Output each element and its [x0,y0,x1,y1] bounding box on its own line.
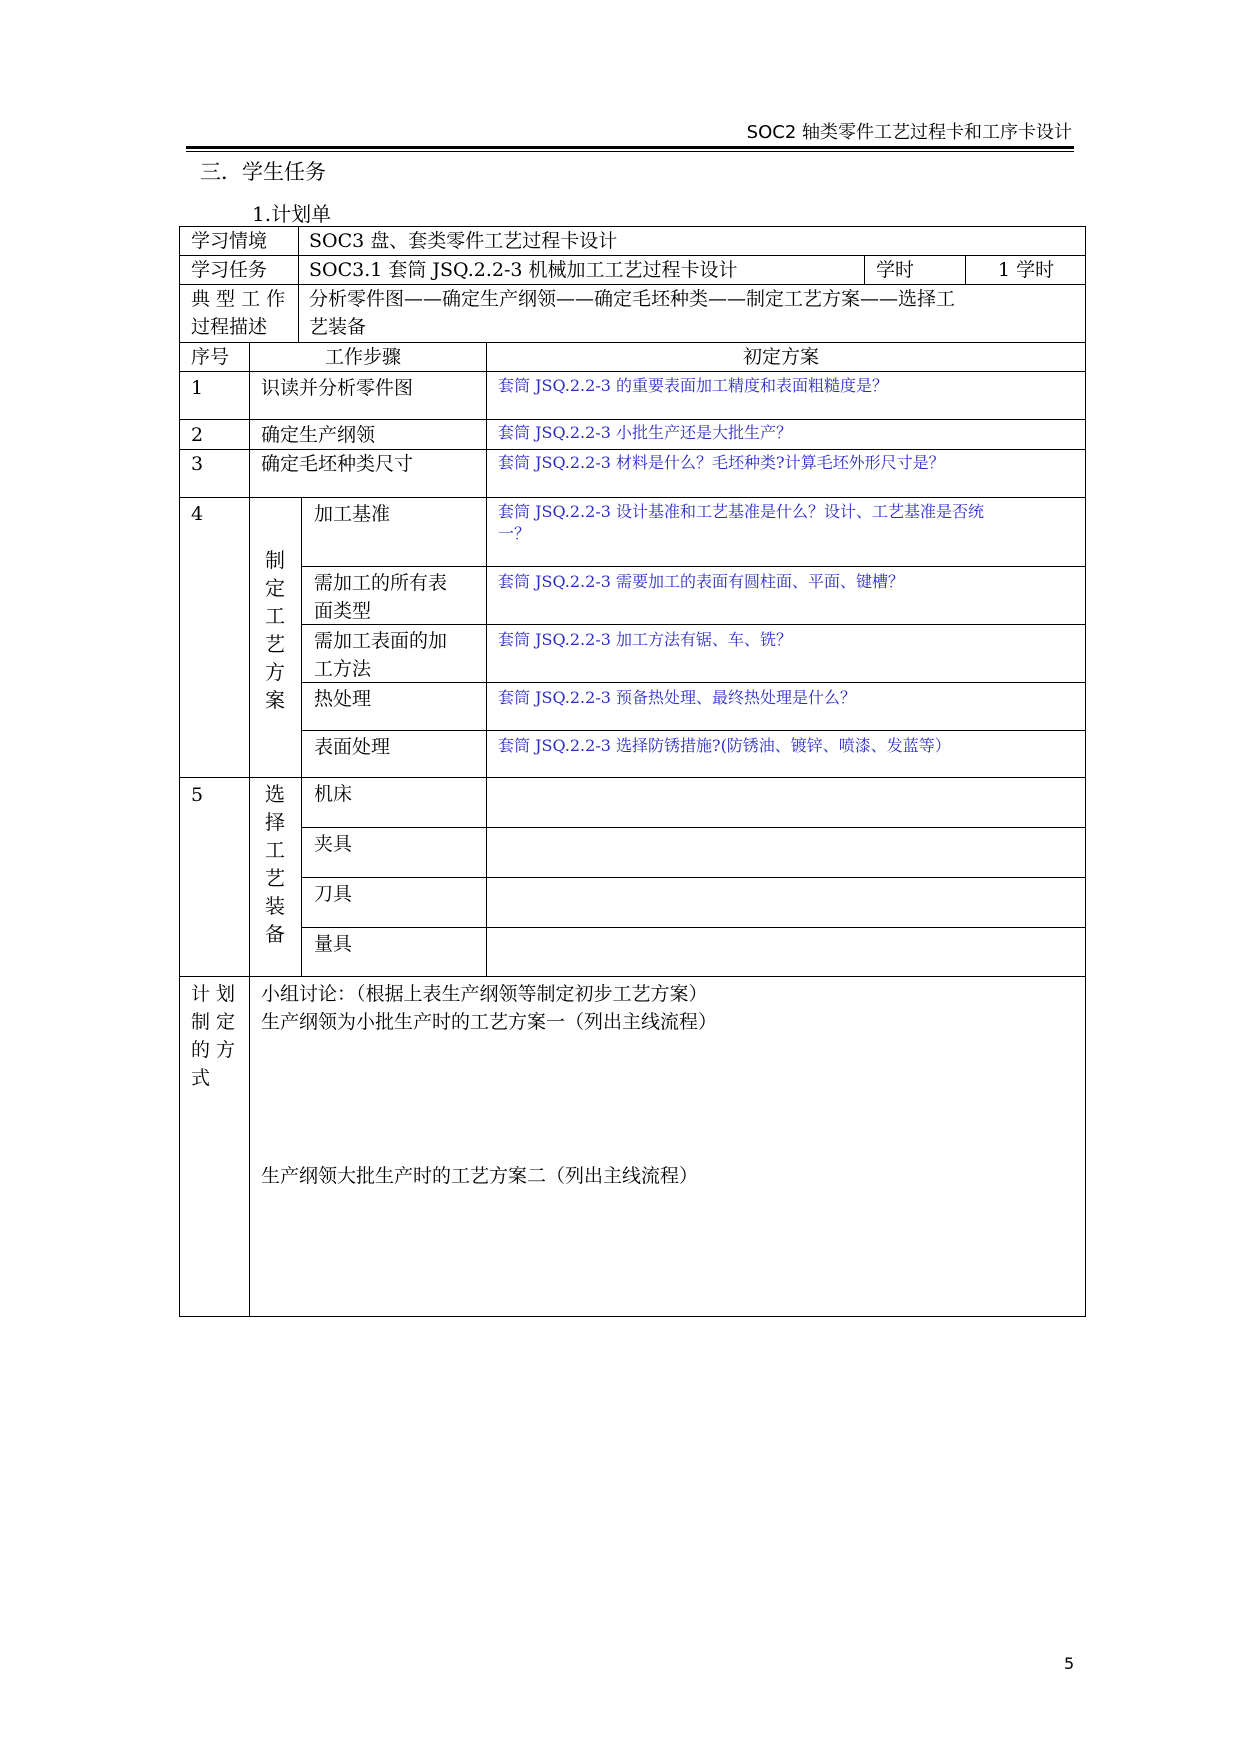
label-work-process-line1: 典 型 工 作 [191,288,286,310]
row-step: 确定生产纲领 [261,424,376,446]
group-discussion-note: 小组讨论：（根据上表生产纲领等制定初步工艺方案） [261,983,708,1005]
row-plan: 套筒 JSQ.2.2-3 选择防锈措施?(防锈油、镀锌、喷漆、发蓝等） [498,736,951,755]
row-step: 需加工的所有表 [314,572,448,594]
row-step: 刀具 [314,883,353,905]
page-number: 5 [1064,1654,1075,1673]
value-learning-context: SOC3 盘、套类零件工艺过程卡设计 [309,230,618,252]
row-plan: 套筒 JSQ.2.2-3 小批生产还是大批生产？ [498,423,792,442]
row-step: 加工基准 [314,503,391,525]
col-header-no: 序号 [191,346,230,368]
table-line [301,927,1086,928]
group-label-process-plan: 制 定 工 艺 方 案 [265,548,285,712]
row-plan: 套筒 JSQ.2.2-3 材料是什么？毛坯种类?计算毛坯外形尺寸是？ [498,453,945,472]
plan-method-label: 计 划 制 定 的 方 式 [191,983,236,1089]
table-border [179,226,180,1317]
row-plan: 套筒 JSQ.2.2-3 的重要表面加工精度和表面粗糙度是？ [498,376,888,395]
table-line [301,624,1086,625]
label-learning-task: 学习任务 [191,259,268,281]
table-line [301,497,302,977]
table-line [301,827,1086,828]
label-learning-context: 学习情境 [191,230,268,252]
header-rule-thin [186,151,1074,152]
row-step: 需加工表面的加 [314,630,448,652]
row-no: 3 [191,453,204,475]
table-line [301,566,1086,567]
value-learning-task: SOC3.1 套筒 JSQ.2.2-3 机械加工工艺过程卡设计 [309,259,738,281]
group-label-equipment: 选 择 工 艺 装 备 [265,782,285,946]
row-plan: 套筒 JSQ.2.2-3 需要加工的表面有圆柱面、平面、键槽？ [498,572,904,591]
col-header-step: 工作步骤 [325,346,402,368]
row-no: 2 [191,424,204,446]
row-plan: 套筒 JSQ.2.2-3 设计基准和工艺基准是什么？设计、工艺基准是否统 [498,502,984,521]
col-header-plan: 初定方案 [743,346,820,368]
row-plan: 套筒 JSQ.2.2-3 预备热处理、最终热处理是什么？ [498,688,856,707]
table-line [864,255,865,285]
value-work-process-line1: 分析零件图——确定生产纲领——确定毛坯种类——制定工艺方案——选择工 [309,288,956,310]
table-line [179,371,1086,372]
row-step: 夹具 [314,833,353,855]
row-step: 面类型 [314,600,372,622]
row-step: 工方法 [314,658,372,680]
row-no: 5 [191,784,204,806]
table-line [179,777,1086,778]
table-line [179,342,1086,343]
table-border [1085,226,1086,1317]
row-no: 1 [191,377,204,399]
table-line [301,682,1086,683]
row-step: 表面处理 [314,736,391,758]
table-line [301,877,1086,878]
table-line [298,226,299,343]
table-line [179,976,1086,977]
row-step: 识读并分析零件图 [261,377,414,399]
row-plan: 一？ [498,524,531,543]
value-work-process-line2: 艺装备 [309,316,367,338]
running-header: SOC2 轴类零件工艺过程卡和工序卡设计 [746,122,1072,143]
row-step: 机床 [314,783,353,805]
table-line [965,255,966,285]
table-line [249,342,250,1317]
header-rule [186,146,1074,149]
row-step: 确定毛坯种类尺寸 [261,453,414,475]
plan-option-large-batch: 生产纲领大批生产时的工艺方案二（列出主线流程） [261,1165,699,1187]
label-work-process-line2: 过程描述 [191,316,268,338]
section-title: 三．学生任务 [200,160,326,184]
subsection-title: 1.计划单 [252,202,332,226]
table-line [179,497,1086,498]
plan-option-small-batch: 生产纲领为小批生产时的工艺方案一（列出主线流程） [261,1011,718,1033]
label-hours: 学时 [876,259,915,281]
row-no: 4 [191,503,204,525]
table-border [179,1316,1086,1317]
value-hours: 1 学时 [998,259,1055,281]
row-plan: 套筒 JSQ.2.2-3 加工方法有锯、车、铣？ [498,630,792,649]
table-line [301,730,1086,731]
row-step: 量具 [314,933,353,955]
row-step: 热处理 [314,688,372,710]
table-line [486,342,487,977]
